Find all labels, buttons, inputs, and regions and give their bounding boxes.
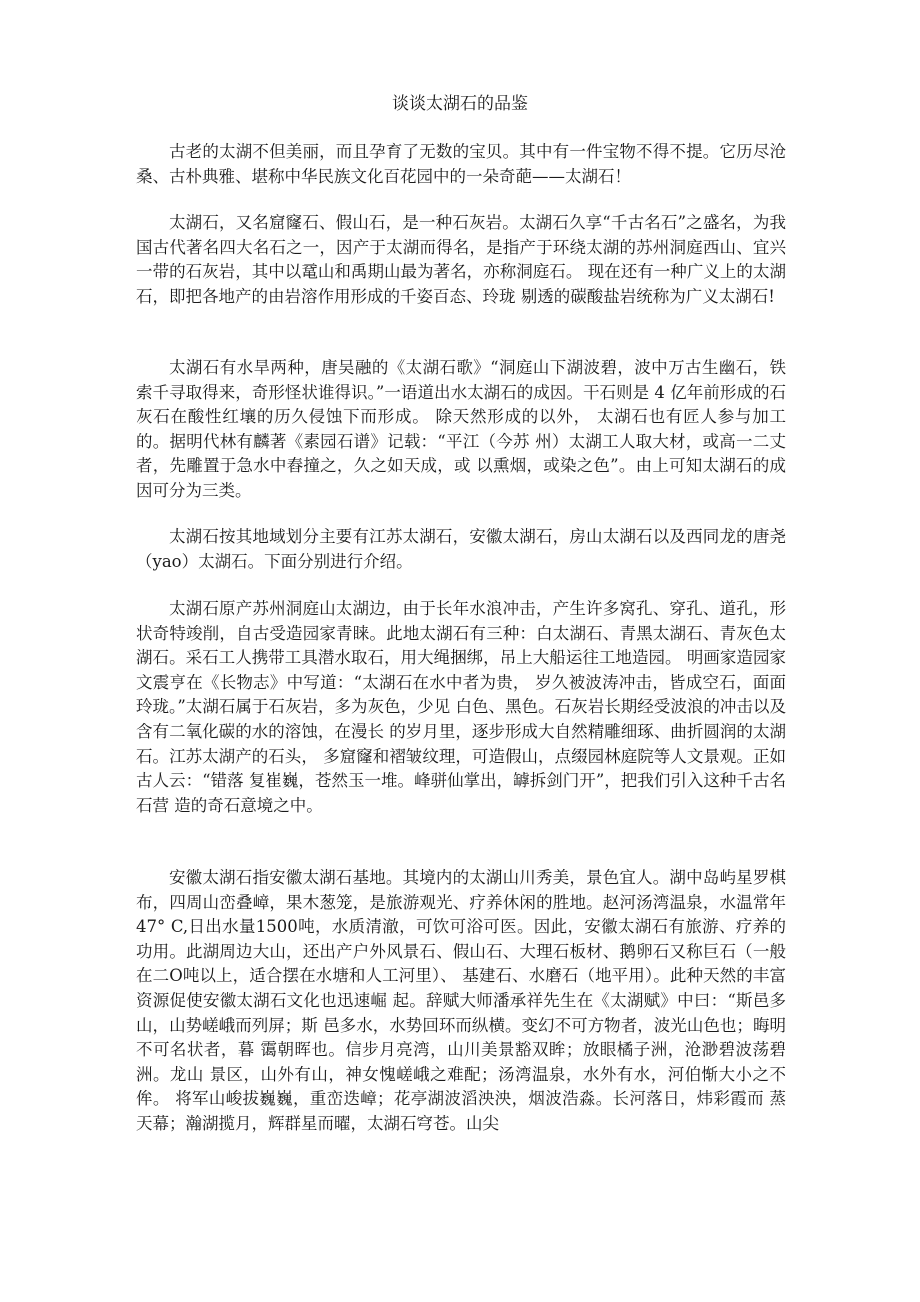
paragraph-jiangsu: 太湖石原产苏州洞庭山太湖边，由于长年水浪冲击，产生许多窝孔、穿孔、道孔，形状奇特竣削，自古受造园家青睐。此地太湖石有三种：白太湖石、青黑太湖石、青灰色太湖石。采石工人携带工具潜水取石，用大绳捆绑，吊上大船运往工地造园。 明画家造园家文震亨在《长物志》中写道：“太湖石在水中者为贵， 岁久被波涛冲击，皆成空石，面面玲珑。”太湖石属于石灰岩，多为灰色，少见 白色、黑色。石灰岩长期经受波浪的冲击以及含有二氧化碳的水的溶蚀，在漫长 的岁月里，逐步形成大自然精雕细琢、曲折圆润的太湖石。江苏太湖产的石头， 多窟窿和褶皱纹理，可造假山，点缀园林庭院等人文景观。正如古人云：“错落 复崔巍，苍然玉一堆。峰骈仙掌出，罅拆剑门开”，把我们引入这种千古名石营 造的奇石意境之中。 <box>136 599 786 815</box>
paragraph-intro: 古老的太湖不但美丽，而且孕育了无数的宝贝。其中有一件宝物不得不提。它历尽沧桑、古朴典雅、堪称中华民族文化百花园中的一朵奇葩——太湖石！ <box>136 142 786 186</box>
paragraph-anhui: 安徽太湖石指安徽太湖石基地。其境内的太湖山川秀美，景色宜人。湖中岛屿星罗棋布，四周山峦叠嶂，果木葱笼，是旅游观光、疗养休闲的胜地。赵河汤湾温泉，水温常年47° C,日出水量1500吨，水质清澈，可饮可浴可医。因此，安徽太湖石有旅游、疗养的功用。此湖周边大山，还出产户外风景石、假山石、大理石板材、鹅卵石又称巨石（一般在二O吨以上，适合摆在水塘和人工河里）、 基建石、水磨石（地平用）。此种天然的丰富资源促使安徽太湖石文化也迅速崛 起。辞赋大师潘承祥先生在《太湖赋》中曰：“斯邑多山，山势嵯峨而列屏；斯 邑多水，水势回环而纵横。变幻不可方物者，波光山色也；晦明不可名状者，暮 霭朝晖也。信步月亮湾，山川美景豁双眸；放眼橘子洲，沧渺碧波荡碧洲。龙山 景区，山外有山，神女愧嵯峨之难配；汤湾温泉，水外有水，河伯惭大小之不侔。 将军山峻拔巍巍，重峦迭嶂；花亭湖波滔泱泱，烟波浩淼。长河落日，炜彩霞而 蒸天幕；瀚湖揽月，辉群星而曜，太湖石穹苍。山尖 <box>136 868 786 1133</box>
paragraph-types: 太湖石有水旱两种，唐吴融的《太湖石歌》“洞庭山下湖波碧，波中万古生幽石，铁索千寻取得来，奇形怪状谁得识。”一语道出水太湖石的成因。干石则是 4 亿年前形成的石灰石在酸性红壤的历久侵蚀下而形成。 除天然形成的以外， 太湖石也有匠人参与加工的。据明代林有麟著《素园石谱》记载：“平江（今苏 州）太湖工人取大材，或高一二丈者，先雕置于急水中舂撞之，久之如天成，或 以熏烟，或染之色”。由上可知太湖石的成因可分为三类。 <box>136 358 786 500</box>
paragraph-regions: 太湖石按其地域划分主要有江苏太湖石，安徽太湖石，房山太湖石以及西同龙的唐尧（yao）太湖石。下面分别进行介绍。 <box>136 527 786 571</box>
paragraph-definition: 太湖石，又名窟窿石、假山石，是一种石灰岩。太湖石久享“千古名石”之盛名，为我国古代著名四大名石之一，因产于太湖而得名，是指产于环绕太湖的苏州洞庭西山、宜兴一带的石灰岩，其中以鼋山和禹期山最为著名，亦称洞庭石。 现在还有一种广义上的太湖石，即把各地产的由岩溶作用形成的千姿百态、玲珑 剔透的碳酸盐岩统称为广义太湖石! <box>136 213 786 306</box>
document-title: 谈谈太湖石的品鉴 <box>392 94 528 114</box>
